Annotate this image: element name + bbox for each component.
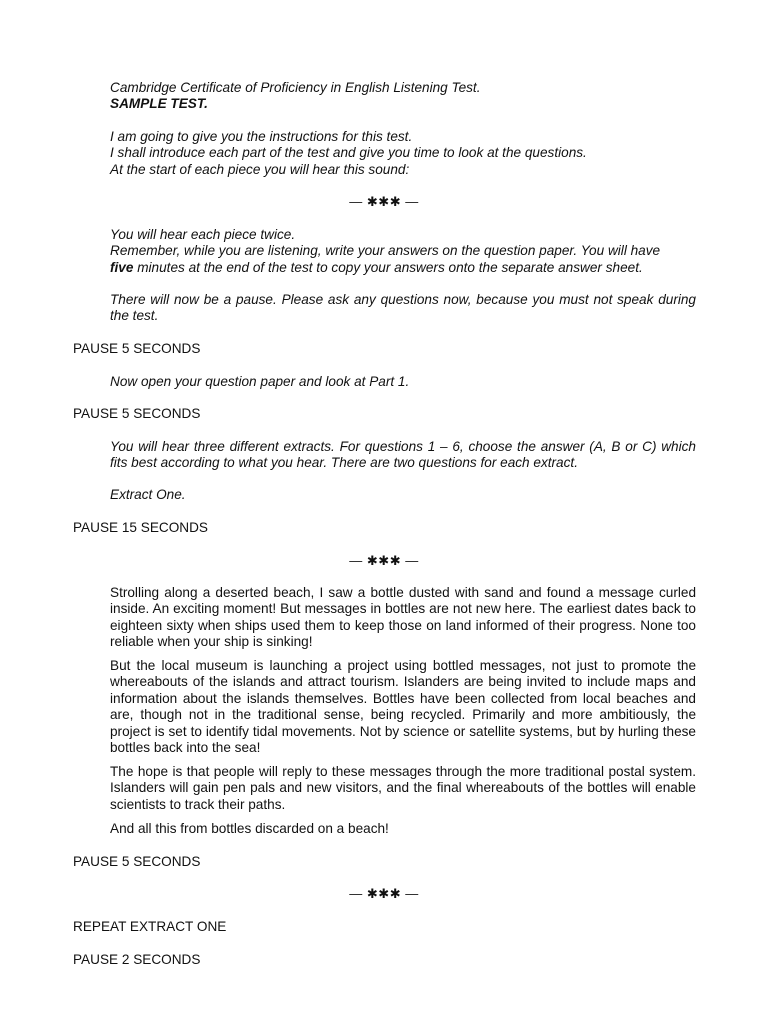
intro-line: I shall introduce each part of the test and give you time to look at the questions.: [110, 145, 587, 161]
document-title: Cambridge Certificate of Proficiency in English Listening Test.: [110, 80, 481, 95]
passage-paragraph: But the local museum is launching a project using bottled messages, not just to promote the whereabouts of the islands and attract tourism. Islanders are being invited to include maps and information about the islands themselves. Bottles have been collected from local beaches and are, though not in the traditional sense, being recycled. Primarily and more ambitiously, the project is set to identify tidal movements. Not by science or satellite systems, but by hurling these bottles back into the sea!: [110, 658, 696, 756]
passage-paragraph: And all this from bottles discarded on a beach!: [110, 821, 389, 836]
extract-label: Extract One.: [110, 487, 186, 502]
pause-notice: There will now be a pause. Please ask any questions now, because you must not speak during the test.: [110, 292, 696, 324]
document-subtitle: SAMPLE TEST.: [110, 96, 208, 112]
repeat-cue: REPEAT EXTRACT ONE: [73, 919, 227, 934]
intro-line: At the start of each piece you will hear this sound:: [110, 161, 410, 177]
instruction-line-rest: minutes at the end of the test to copy your answers onto the separate answer sheet.: [133, 259, 643, 275]
instruction-line: You will hear each piece twice.: [110, 227, 296, 242]
listening-instructions: [110, 227, 696, 276]
document-header: [110, 80, 696, 113]
sound-divider: — ✱✱✱ —: [349, 553, 419, 568]
sound-divider: — ✱✱✱ —: [349, 886, 419, 901]
pause-cue: PAUSE 5 SECONDS: [73, 406, 201, 421]
emphasis-five: five: [110, 259, 134, 275]
part1-intro: You will hear three different extracts. For questions 1 – 6, choose the answer (A, B or C) which fits best according to what you hear. There are two questions for each extract.: [110, 439, 696, 471]
passage-paragraph: The hope is that people will reply to these messages through the more traditional postal system. Islanders will gain pen pals and new visitors, and the final whereabouts of the bottles will enable scientists to track their paths.: [110, 764, 696, 812]
pause-cue: PAUSE 5 SECONDS: [73, 341, 201, 356]
sound-divider: — ✱✱✱ —: [349, 194, 419, 209]
pause-cue: PAUSE 2 SECONDS: [73, 952, 201, 967]
passage-paragraph: Strolling along a deserted beach, I saw a bottle dusted with sand and found a message curled inside. An exciting moment! But messages in bottles are not new here. The earliest dates back to eighteen sixty when ships used them to keep those on land informed of their progress. None too reliable when your ship is sinking!: [110, 585, 696, 650]
instruction-line: [110, 260, 696, 276]
instruction-line: Remember, while you are listening, write your answers on the question paper. You will have: [110, 243, 661, 259]
open-paper-instruction: Now open your question paper and look at Part 1.: [110, 374, 410, 389]
pause-cue: PAUSE 5 SECONDS: [73, 854, 201, 869]
intro-instructions: [110, 129, 696, 178]
pause-cue: PAUSE 15 SECONDS: [73, 520, 208, 535]
intro-line: I am going to give you the instructions for this test.: [110, 129, 413, 144]
